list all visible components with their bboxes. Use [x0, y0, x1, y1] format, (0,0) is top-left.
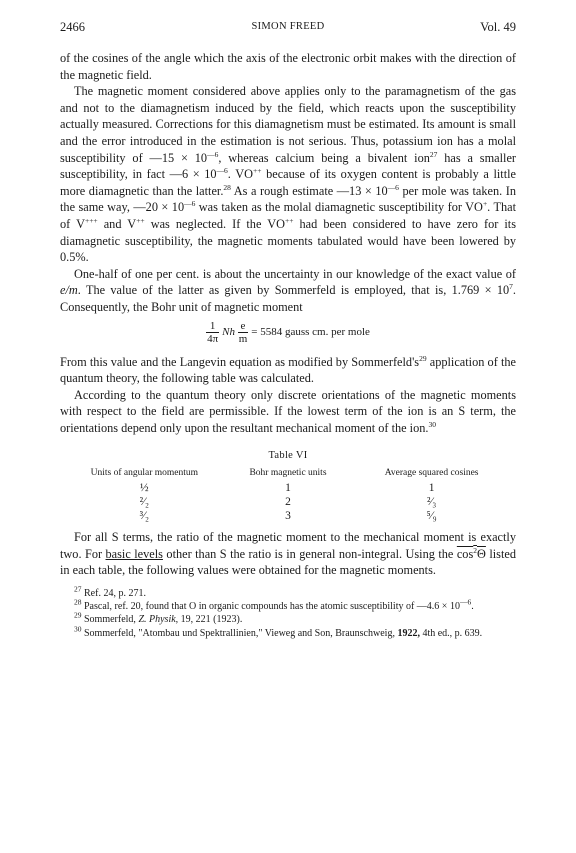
table-vi — [60, 448, 516, 523]
col-header-bohr: Bohr magnetic units — [249, 468, 327, 479]
running-title: SIMON FREED — [251, 21, 325, 32]
table-row: ³⁄₂ 3 ⁵⁄₉ — [139, 510, 437, 523]
page-number: 2466 — [60, 20, 85, 34]
footnote-29: $^{29}$ Sommerfeld, Z. Physik, 19, 221 (1923). — [74, 611, 243, 626]
running-header — [60, 20, 516, 38]
paragraph-3: One-half of one per cent. is about the uncertainty in our knowledge of the exact value of e/m. The value of the latter as given by Sommerfeld is employed, that is, $1.769 \times 10^7$. Consequently, the Bohr unit of magnetic moment — [60, 266, 516, 314]
footnote-ref-27: 27 — [429, 149, 438, 159]
paragraph-5: According to the quantum theory only discrete orientations of the magnetic moments with respect to the field are permissible. If the lowest term of the ion is an S term, the orientations depend only upon the resultant mechanical moment of the ion.$^{30}$ — [60, 387, 516, 435]
data-table — [60, 468, 516, 523]
table-header-row — [60, 468, 516, 481]
footnote-ref-28: 28 — [223, 182, 231, 192]
table-row: ²⁄₂ 2 ²⁄₃ — [139, 496, 437, 509]
footnote-28: $^{28}$ Pascal, ref. 20, found that O in organic compounds has the atomic susceptibility of —4.6 × $10^{—6}$. — [74, 597, 474, 613]
article-body — [60, 50, 516, 640]
footnote-30: $^{30}$ Sommerfeld, "Atombau und Spektrallinien," Vieweg and Son, Braunschweig, 1922, 4th ed., p. 639. — [74, 624, 483, 639]
table-caption: Table VI — [268, 450, 308, 462]
paragraph-2: The magnetic moment considered above applies only to the paramagnetism of the gas and not to the diamagnetism induced by the field, which reacts upon the susceptibility actually measured. Corrections for this diamagnetism must be estimated. Its amount is small and the error introduced in the estimation is not serious. Thus, potassium ion has a molal susceptibility of —15 × $10^{—6}$, whereas calcium being a bivalent ion$^{27}$ has a smaller susceptibility, in fact —6 × $10^{—6}$. VO++ because of its oxygen content is probably a little more diamagnetic than the latter.$^{28}$ As a rough estimate —13 × $10^{—6}$ per mole was taken. In the same way, —20 × $10^{—6}$ was taken as the molal diamagnetic susceptibility for VO+. That of V+++ and V++ was neglected. If the VO++ had been considered to have zero for its diamagnetic susceptibility, the magnetic moments tabulated would have been lowered by 0.5%. — [60, 84, 517, 265]
paragraph-1: of the cosines of the angle which the axis of the electronic orbit makes with the direction of the magnetic field. — [60, 51, 516, 82]
bohr-magneton-equation: $\frac{1}{4\pi}$ Nh $\frac{e}{m}$ = 5584 gauss cm. per mole — [207, 319, 370, 345]
col-header-angular: Units of angular momentum — [90, 468, 199, 479]
footnote-27: $^{27}$ Ref. 24, p. 271. — [74, 584, 146, 599]
paragraph-6: For all S terms, the ratio of the magnetic moment to the mechanical moment is exactly two. For basic levels other than S the ratio is in general non-integral. Using the $\cos^2\Theta$ listed in each table, the following values were obtained for the magnetic moments. — [60, 530, 516, 578]
volume-label: Vol. 49 — [480, 20, 516, 34]
footnotes — [60, 584, 516, 640]
col-header-cosines: Average squared cosines — [384, 468, 479, 479]
paragraph-4: From this value and the Langevin equation as modified by $Sommerfeld's^{29}$ application of the quantum theory, the following table was calculated. — [60, 353, 516, 386]
footnote-ref-30: 30 — [428, 419, 436, 429]
footnote-ref-29: 29 — [419, 353, 427, 363]
table-row: ½ 1 1 — [140, 482, 435, 495]
